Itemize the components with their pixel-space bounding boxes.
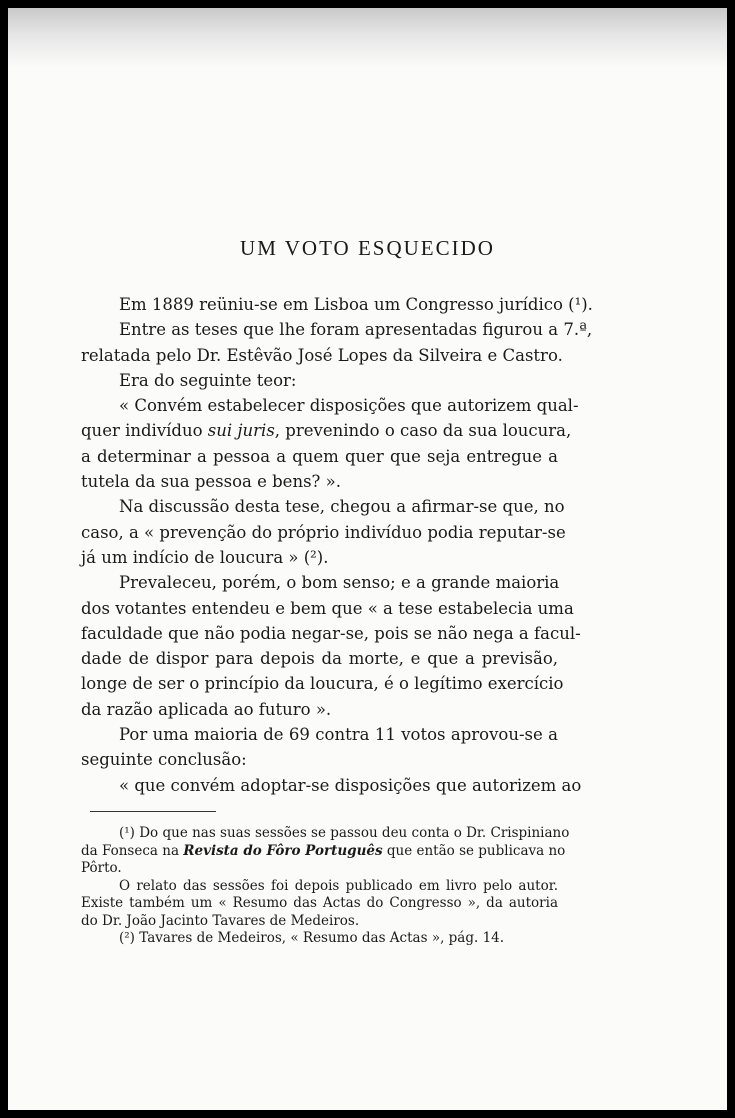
footnote-1-line: Pôrto. (81, 860, 122, 876)
text-line: Na discussão desta tese, chegou a afirmar-se que, no (119, 497, 565, 517)
text-line: a determinar a pessoa a quem quer que seja entregue a (81, 446, 558, 466)
text-line: faculdade que não podia negar-se, pois se não nega a facul- (81, 623, 581, 643)
footnote-1-line (81, 842, 566, 861)
text-line: Prevaleceu, porém, o bom senso; e a grande maioria (119, 573, 560, 593)
latin-term: sui juris (207, 421, 275, 441)
footnote-text: da Fonseca na (81, 842, 184, 859)
text-line: relatada pelo Dr. Estêvão José Lopes da Silveira e Castro. (81, 345, 563, 365)
footnote-separator (90, 811, 216, 812)
footnote-2-line: (²) Tavares de Medeiros, « Resumo das Actas », pág. 14. (119, 930, 505, 946)
footnote-1b-line: Existe também um « Resumo das Actas do Congresso », da autoria (81, 895, 558, 911)
text-line: dade de dispor para depois da morte, e que a previsão, (81, 649, 558, 669)
footnote-1b-line: O relato das sessões foi depois publicado em livro pelo autor. (119, 877, 558, 894)
text-line: da razão aplicada ao futuro ». (81, 699, 332, 719)
text-line: « Convém estabelecer disposições que autorizem qual- (119, 396, 579, 416)
journal-title: Revista do Fôro Português (183, 842, 383, 859)
text-line: Entre as teses que lhe foram apresentadas figurou a 7.ª, (119, 320, 593, 340)
text-line: « que convém adoptar-se disposições que autorizem ao (119, 775, 582, 795)
text-line: tutela da sua pessoa e bens? ». (81, 472, 341, 492)
text-line: seguinte conclusão: (81, 750, 247, 770)
text-line: Era do seguinte teor: (119, 370, 297, 390)
main-text (81, 292, 593, 798)
book-page (8, 8, 727, 1110)
footnotes (81, 825, 570, 948)
footnote-1b-line: do Dr. João Jacinto Tavares de Medeiros. (81, 912, 360, 929)
scan-shadow (8, 8, 727, 68)
chapter-title: UM VOTO ESQUECIDO (240, 236, 495, 260)
text-line: dos votantes entendeu e bem que « a tese estabelecia uma (81, 598, 574, 618)
footnote-1-line: (¹) Do que nas suas sessões se passou deu conta o Dr. Crispiniano (119, 825, 570, 841)
footnote-text: que então se publicava no (382, 842, 566, 859)
text-line: caso, a « prevenção do próprio indivíduo podia reputar-se (81, 522, 566, 542)
text-line: já um indício de loucura » (²). (81, 547, 329, 567)
text-line: longe de ser o princípio da loucura, é o legítimo exercício (81, 674, 564, 694)
text-line: Por uma maioria de 69 contra 11 votos aprovou-se a (119, 725, 558, 745)
text-line: Em 1889 reüniu-se em Lisboa um Congresso jurídico (¹). (119, 295, 593, 314)
text-line: quer indivíduo sui juris, prevenindo o caso da sua loucura, (81, 421, 572, 441)
